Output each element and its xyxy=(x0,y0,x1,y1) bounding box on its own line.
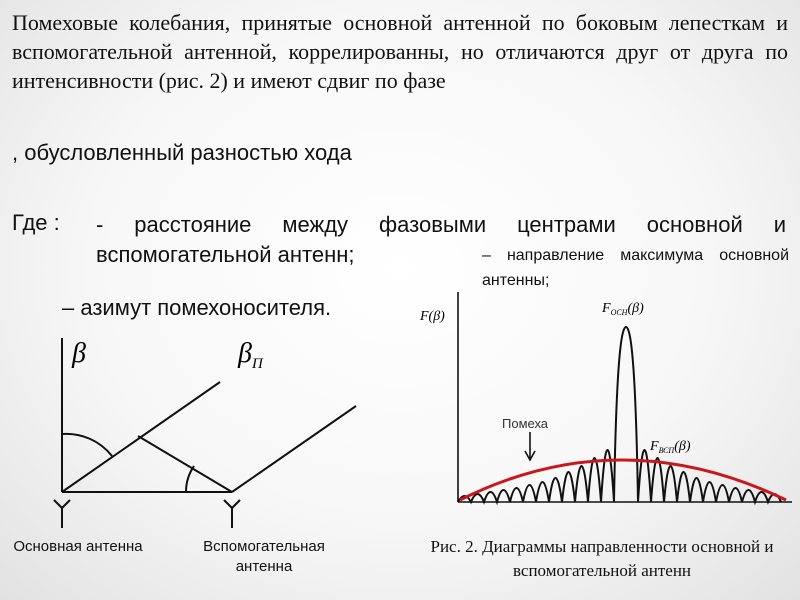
aux-pattern-label: $F_{ВСП}(\beta)$ xyxy=(650,439,691,455)
beta-p-label: $\beta_П$ xyxy=(238,338,263,372)
beta-label: β xyxy=(72,338,86,369)
pattern-y-label: F(β) xyxy=(420,309,445,324)
figure-caption: Рис. 2. Диаграммы направленности основной и вспомогательной антенн xyxy=(430,537,774,580)
aux-antenna-label: Вспомогательная антенна xyxy=(203,538,325,575)
main-pattern-label: $F_{ОСН}(\beta)$ xyxy=(602,301,644,317)
interference-label: Помеха xyxy=(502,416,549,431)
distance-definition: - расстояние между фазовыми центрами основной и вспомогательной антенн; xyxy=(96,212,786,267)
intro-paragraph: Помеховые колебания, принятые основной антенной по боковым лепесткам и вспомогательной антенной, коррелированны, но отличаются друг от друга по интенсивности (рис. 2) и имеют сдвиг по фазе xyxy=(12,10,788,93)
phase-shift-line: , обусловленный разностью хода xyxy=(12,140,352,165)
direction-definition: – направление максимума основной антенны; xyxy=(482,247,789,289)
aux-pattern-curve xyxy=(460,460,786,500)
main-antenna-label: Основная антенна xyxy=(13,538,143,555)
where-label: Где : xyxy=(12,210,60,235)
azimuth-definition: – азимут помехоносителя. xyxy=(62,295,332,320)
main-pattern-curve xyxy=(458,327,781,502)
